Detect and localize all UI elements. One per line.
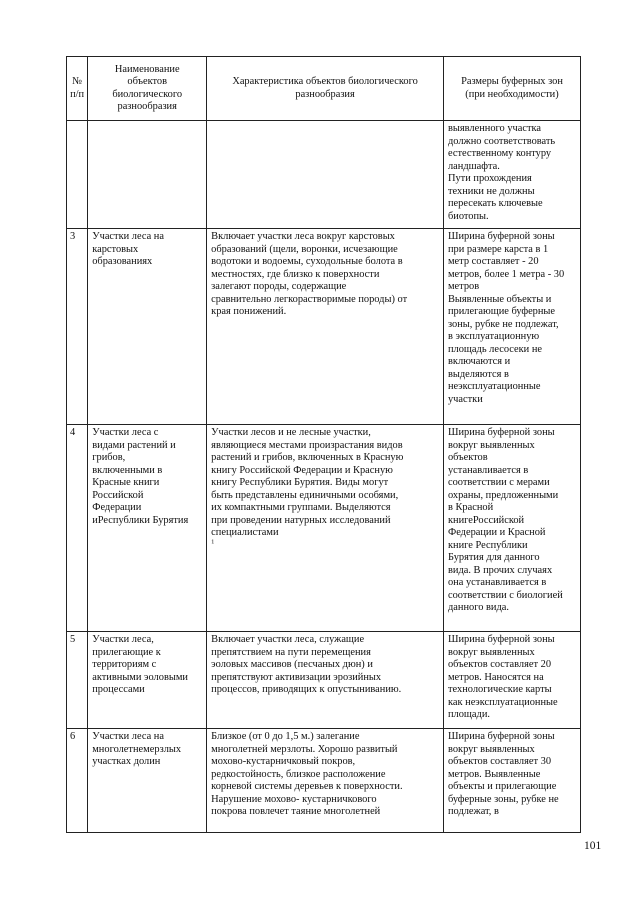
table-row [67,121,581,229]
row-characteristic [207,121,444,229]
row-object-name: Участки леса, прилегающие к территориям с активными эоловыми процессами [88,632,207,729]
row-object-name [88,121,207,229]
row-buffer-size: Ширина буферной зоны вокруг выявленных объектов составляет 30 метров. Выявленные объекты и прилегающие буферные зоны, рубке не подлежат, в [443,729,580,833]
row-characteristic: Включает участки леса, служащие препятствием на пути перемещения эоловых массивов (песчаных дюн) и препятствуют активизации эрозийных процессов, приводящих к опустыниванию. [207,632,444,729]
row-object-name: Участки леса с видами растений и грибов, включенными в Красные книги Российской Федерации иРеспублики Бурятия [88,425,207,632]
row-number [67,121,88,229]
row-buffer-size: Ширина буферной зоны при размере карста в 1 метр составляет - 20 метров, более 1 метра - 30 метров Выявленные объекты и прилегающие буферные зоны, рубке не подлежат, в эксплуатационную площадь лесосеки не включаются и выделяются в неэксплуатационные участки [443,229,580,425]
table-row [67,729,581,833]
header-number: № п/п [67,57,88,121]
row-number: 6 [67,729,88,833]
row-characteristic: Близкое (от 0 до 1,5 м.) залегание многолетней мерзлоты. Хорошо развитый мохово-кустарничковый покров, редкостойность, близкое расположение корневой системы деревьев к поверхности. Нарушение мохово- кустарничкового покрова повлечет таяние многолетней [207,729,444,833]
biodiversity-table [66,56,581,833]
row-buffer-size: Ширина буферной зоны вокруг выявленных объектов устанавливается в соответствии с мерами охраны, предложенными в Красной книгеРоссийской Федерации и Красной книге Республики Бурятия для данного вида. В прочих случаях она устанавливается в соответствии с биологией данного вида. [443,425,580,632]
header-buffer-size: Размеры буферных зон (при необходимости) [443,57,580,121]
row-buffer-size: выявленного участка должно соответствовать естественному контуру ландшафта. Пути прохождения техники не должны пересекать ключевые биотопы. [443,121,580,229]
header-characteristic: Характеристика объектов биологического разнообразия [207,57,444,121]
table-header-row [67,57,581,121]
row-object-name: Участки леса на карстовых образованиях [88,229,207,425]
row-number: 5 [67,632,88,729]
table-row [67,229,581,425]
page-number: 101 [584,840,602,852]
table-row [67,425,581,632]
footnote-marker: 1 [211,538,215,546]
row-object-name: Участки леса на многолетнемерзлых участках долин [88,729,207,833]
header-object-name: Наименование объектов биологического разнообразия [88,57,207,121]
row-buffer-size: Ширина буферной зоны вокруг выявленных объектов составляет 20 метров. Наносятся на технологические карты как неэксплуатационные площади. [443,632,580,729]
row-characteristic: Участки лесов и не лесные участки, являющиеся местами произрастания видов растений и грибов, включенных в Красную книгу Российской Федерации и Красную книгу Республики Бурятия. Виды могут быть представлены единичными особями, их компактными группами. Выделяются при проведении натурных исследований специалистами $^1$ [207,425,444,632]
table-row [67,632,581,729]
row-number: 4 [67,425,88,632]
row-number: 3 [67,229,88,425]
row-characteristic: Включает участки леса вокруг карстовых образований (щели, воронки, исчезающие водотоки и водоемы, суходольные болота в местностях, где близко к поверхности залегают породы, содержащие сравнительно легкорастворимые породы) от края понижений. [207,229,444,425]
